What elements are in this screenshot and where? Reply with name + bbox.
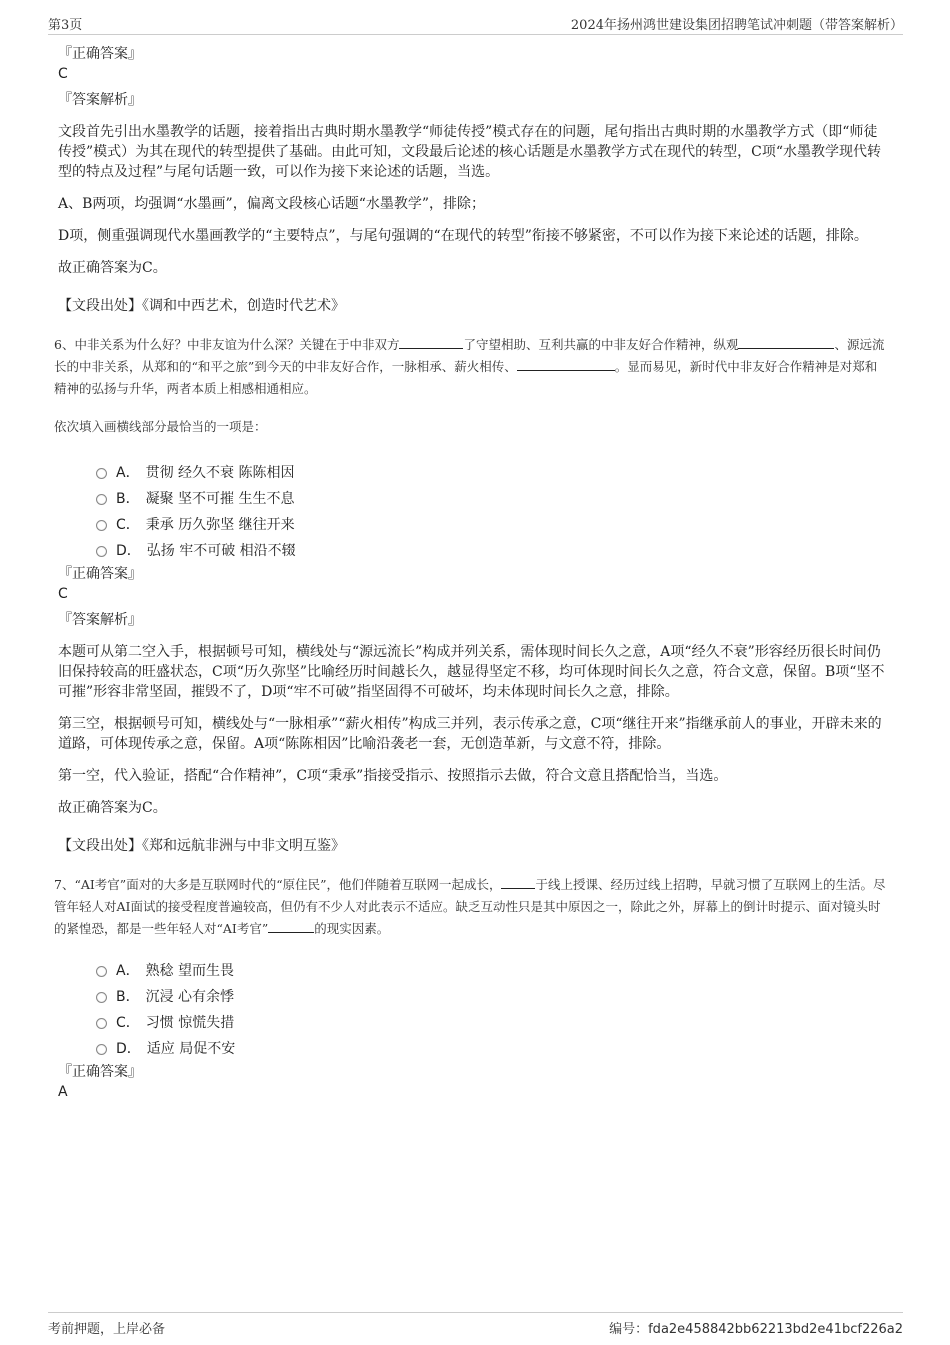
correct-answer: C bbox=[58, 586, 68, 602]
question-6 bbox=[54, 334, 888, 856]
option-c[interactable]: C． 秉承 历久弥坚 继往开来 bbox=[96, 512, 888, 538]
radio-icon[interactable] bbox=[96, 520, 107, 531]
options-list bbox=[96, 958, 888, 1062]
analysis-paragraph: 故正确答案为C。 bbox=[58, 800, 167, 816]
option-d[interactable]: D． 适应 局促不安 bbox=[96, 1036, 888, 1062]
option-a[interactable]: A． 贯彻 经久不衰 陈陈相因 bbox=[96, 460, 888, 486]
analysis-label: 『答案解析』 bbox=[58, 612, 142, 628]
question-text: 7、“AI考官”面对的大多是互联网时代的“原住民”，他们伴随着互联网一起成长， 于线上授课、经历过线上招聘，早就习惯了互联网上的生活。尽管年轻人对AI面试的接受程度普遍较高，但仍有不少人对此表示不适应。缺乏互动性只是其中原因之一，除此之外，屏幕上的倒计时提示、面对镜头时的紧惶恐，都是一些年轻人对“AI考官” 的现实因素。 bbox=[54, 874, 888, 940]
option-a[interactable]: A． 熟稔 望而生畏 bbox=[96, 958, 888, 984]
correct-answer-label: 『正确答案』 bbox=[58, 46, 142, 62]
radio-icon[interactable] bbox=[96, 546, 107, 557]
radio-icon[interactable] bbox=[96, 1018, 107, 1029]
correct-answer: C bbox=[58, 66, 68, 82]
radio-icon[interactable] bbox=[96, 468, 107, 479]
option-b[interactable]: B． 沉浸 心有余悸 bbox=[96, 984, 888, 1010]
question-5-answer bbox=[58, 44, 888, 316]
page-number: 第3页 bbox=[48, 18, 83, 33]
correct-answer-label: 『正确答案』 bbox=[58, 1064, 142, 1080]
blank-line bbox=[501, 874, 535, 889]
option-b[interactable]: B． 凝聚 坚不可摧 生生不息 bbox=[96, 486, 888, 512]
radio-icon[interactable] bbox=[96, 494, 107, 505]
analysis-paragraph: 第一空，代入验证，搭配“合作精神”，C项“秉承”指接受指示、按照指示去做，符合文意且搭配恰当，当选。 bbox=[58, 768, 728, 784]
document-title: 2024年扬州鸿世建设集团招聘笔试冲刺题（带答案解析） bbox=[570, 18, 903, 33]
radio-icon[interactable] bbox=[96, 966, 107, 977]
blank-line bbox=[517, 356, 615, 371]
analysis-paragraph: 第三空，根据顿号可知，横线处与“一脉相承”“薪火相传”构成三并列，表示传承之意，C项“继往开来”指继承前人的事业，开辟未来的道路，可体现传承之意，保留。A项“陈陈相因”比喻沿袭老一套，无创造革新，与文意不符，排除。 bbox=[58, 716, 882, 752]
blank-line bbox=[738, 334, 834, 349]
analysis-paragraph: 故正确答案为C。 bbox=[58, 260, 167, 276]
option-d[interactable]: D． 弘扬 牢不可破 相沿不辍 bbox=[96, 538, 888, 564]
radio-icon[interactable] bbox=[96, 1044, 107, 1055]
footer-motto: 考前押题，上岸必备 bbox=[48, 1322, 166, 1337]
blank-line bbox=[268, 918, 314, 933]
analysis-paragraph: 本题可从第二空入手，根据顿号可知，横线处与“源远流长”构成并列关系，需体现时间长久之意，A项“经久不衰”形容经历很长时间仍旧保持较高的旺盛状态，C项“历久弥坚”比喻经历时间越长久，越显得坚定不移，均可体现时间长久之意，符合文意，保留。B项“坚不可摧”形容非常坚固，摧毁不了，D项“牢不可破”指坚固得不可破坏，均未体现时间长久之意，排除。 bbox=[58, 644, 885, 700]
page-footer bbox=[48, 1312, 903, 1337]
correct-answer: A bbox=[58, 1084, 68, 1100]
page-header bbox=[48, 12, 903, 35]
analysis-paragraph: D项，侧重强调现代水墨画教学的“主要特点”，与尾句强调的“在现代的转型”衔接不够紧密，不可以作为接下来论述的话题，排除。 bbox=[58, 228, 868, 244]
source-citation: 【文段出处】《郑和远航非洲与中非文明互鉴》 bbox=[58, 838, 345, 854]
correct-answer-label: 『正确答案』 bbox=[58, 566, 142, 582]
blank-line bbox=[399, 334, 463, 349]
question-instruction: 依次填入画横线部分最恰当的一项是： bbox=[54, 419, 267, 434]
option-c[interactable]: C． 习惯 惊慌失措 bbox=[96, 1010, 888, 1036]
options-list bbox=[96, 460, 888, 564]
radio-icon[interactable] bbox=[96, 992, 107, 1003]
document-code: 编号：fda2e458842bb62213bd2e41bcf226a2 bbox=[609, 1322, 903, 1337]
question-text: 6、中非关系为什么好？中非友谊为什么深？关键在于中非双方 了守望相助、互利共赢的中非友好合作精神，纵观 、源远流长的中非关系，从郑和的“和平之旅”到今天的中非友好合作，一脉相承、薪火相传、 。显而易见，新时代中非友好合作精神是对郑和精神的弘扬与升华，两者本质上相感相通相应。 bbox=[54, 334, 888, 400]
analysis-paragraph: A、B两项，均强调“水墨画”，偏离文段核心话题“水墨教学”，排除； bbox=[58, 196, 486, 212]
source-citation: 【文段出处】《调和中西艺术，创造时代艺术》 bbox=[58, 298, 345, 314]
document-body bbox=[54, 44, 888, 1108]
analysis-paragraph: 文段首先引出水墨教学的话题，接着指出古典时期水墨教学“师徒传授”模式存在的问题，尾句指出古典时期的水墨教学方式（即“师徒传授”模式）为其在现代的转型提供了基础。由此可知，文段最后论述的核心话题是水墨教学方式在现代的转型，C项“水墨教学现代转型的特点及过程”与尾句话题一致，可以作为接下来论述的话题，当选。 bbox=[58, 124, 882, 180]
analysis-label: 『答案解析』 bbox=[58, 92, 142, 108]
question-7 bbox=[54, 874, 888, 1102]
